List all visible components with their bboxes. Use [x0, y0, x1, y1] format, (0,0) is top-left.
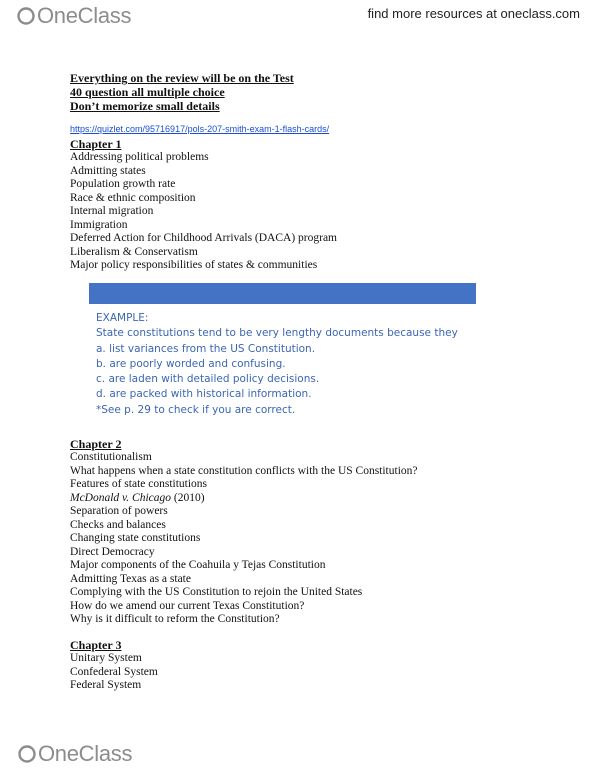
- list-item: How do we amend our current Texas Constitution?: [70, 599, 305, 612]
- list-item: Deferred Action for Childhood Arrivals (DACA) program: [70, 232, 337, 244]
- example-option: d. are packed with historical information.: [96, 388, 312, 401]
- oneclass-footer-logo: [18, 741, 132, 767]
- resources-link[interactable]: find more resources at oneclass.com: [367, 6, 580, 21]
- example-note: *See p. 29 to check if you are correct.: [96, 403, 296, 416]
- list-item: Features of state constitutions: [70, 478, 208, 490]
- example-option: b. are poorly worded and confusing.: [96, 357, 286, 370]
- example-question: State constitutions tend to be very lengthy documents because they: [96, 327, 458, 340]
- list-item: Federal System: [70, 679, 142, 691]
- oneclass-logo-icon: [17, 7, 35, 25]
- list-item: Complying with the US Constitution to rejoin the United States: [70, 586, 363, 598]
- brand-name: OneClass: [37, 3, 132, 28]
- case-year: (2010): [173, 491, 205, 504]
- case-name: McDonald v. Chicago: [70, 491, 172, 504]
- chapter-2-section: [70, 437, 418, 627]
- list-item: Why is it difficult to reform the Constitution?: [70, 613, 280, 625]
- oneclass-logo: [17, 3, 131, 29]
- header-line: 40 question all multiple choice: [70, 85, 225, 99]
- list-item: Population growth rate: [70, 178, 176, 190]
- list-item: Checks and balances: [70, 518, 166, 531]
- chapter-3-title: Chapter 3: [70, 638, 122, 652]
- list-item: Constitutionalism: [70, 451, 152, 463]
- chapter-1-title: Chapter 1: [70, 137, 122, 151]
- example-option: a. list variances from the US Constitution.: [96, 342, 316, 355]
- example-heading: EXAMPLE:: [96, 312, 149, 324]
- brand-name: OneClass: [38, 741, 133, 766]
- list-item: Changing state constitutions: [70, 532, 201, 544]
- example-option: c. are laden with detailed policy decisions.: [96, 373, 320, 386]
- list-item: What happens when a state constitution conflicts with the US Constitution?: [70, 464, 418, 477]
- example-banner: [89, 283, 476, 304]
- chapter-1-section: [70, 137, 337, 273]
- list-item: Admitting states: [70, 164, 146, 177]
- list-item: Admitting Texas as a state: [70, 572, 191, 585]
- list-item: Major policy responsibilities of states & communities: [70, 259, 318, 271]
- quizlet-link[interactable]: https://quizlet.com/95716917/pols-207-smith-exam-1-flash-cards/: [70, 124, 330, 134]
- list-item: Race & ethnic composition: [70, 191, 196, 204]
- list-item: Liberalism & Conservatism: [70, 245, 198, 258]
- oneclass-logo-icon: [18, 745, 36, 763]
- chapter-2-title: Chapter 2: [70, 437, 122, 451]
- header-line: Don’t memorize small details: [70, 99, 220, 113]
- list-item-case: [70, 492, 418, 506]
- chapter-3-section: [70, 638, 158, 693]
- review-header: [70, 71, 294, 113]
- list-item: Major components of the Coahuila y Tejas Constitution: [70, 559, 326, 571]
- list-item: Separation of powers: [70, 505, 168, 517]
- list-item: Internal migration: [70, 205, 154, 217]
- list-item: Direct Democracy: [70, 545, 155, 558]
- list-item: Immigration: [70, 218, 128, 231]
- example-box: [96, 311, 458, 418]
- list-item: Addressing political problems: [70, 151, 209, 163]
- list-item: Confederal System: [70, 665, 158, 678]
- header-line: Everything on the review will be on the Test: [70, 71, 294, 85]
- list-item: Unitary System: [70, 652, 142, 664]
